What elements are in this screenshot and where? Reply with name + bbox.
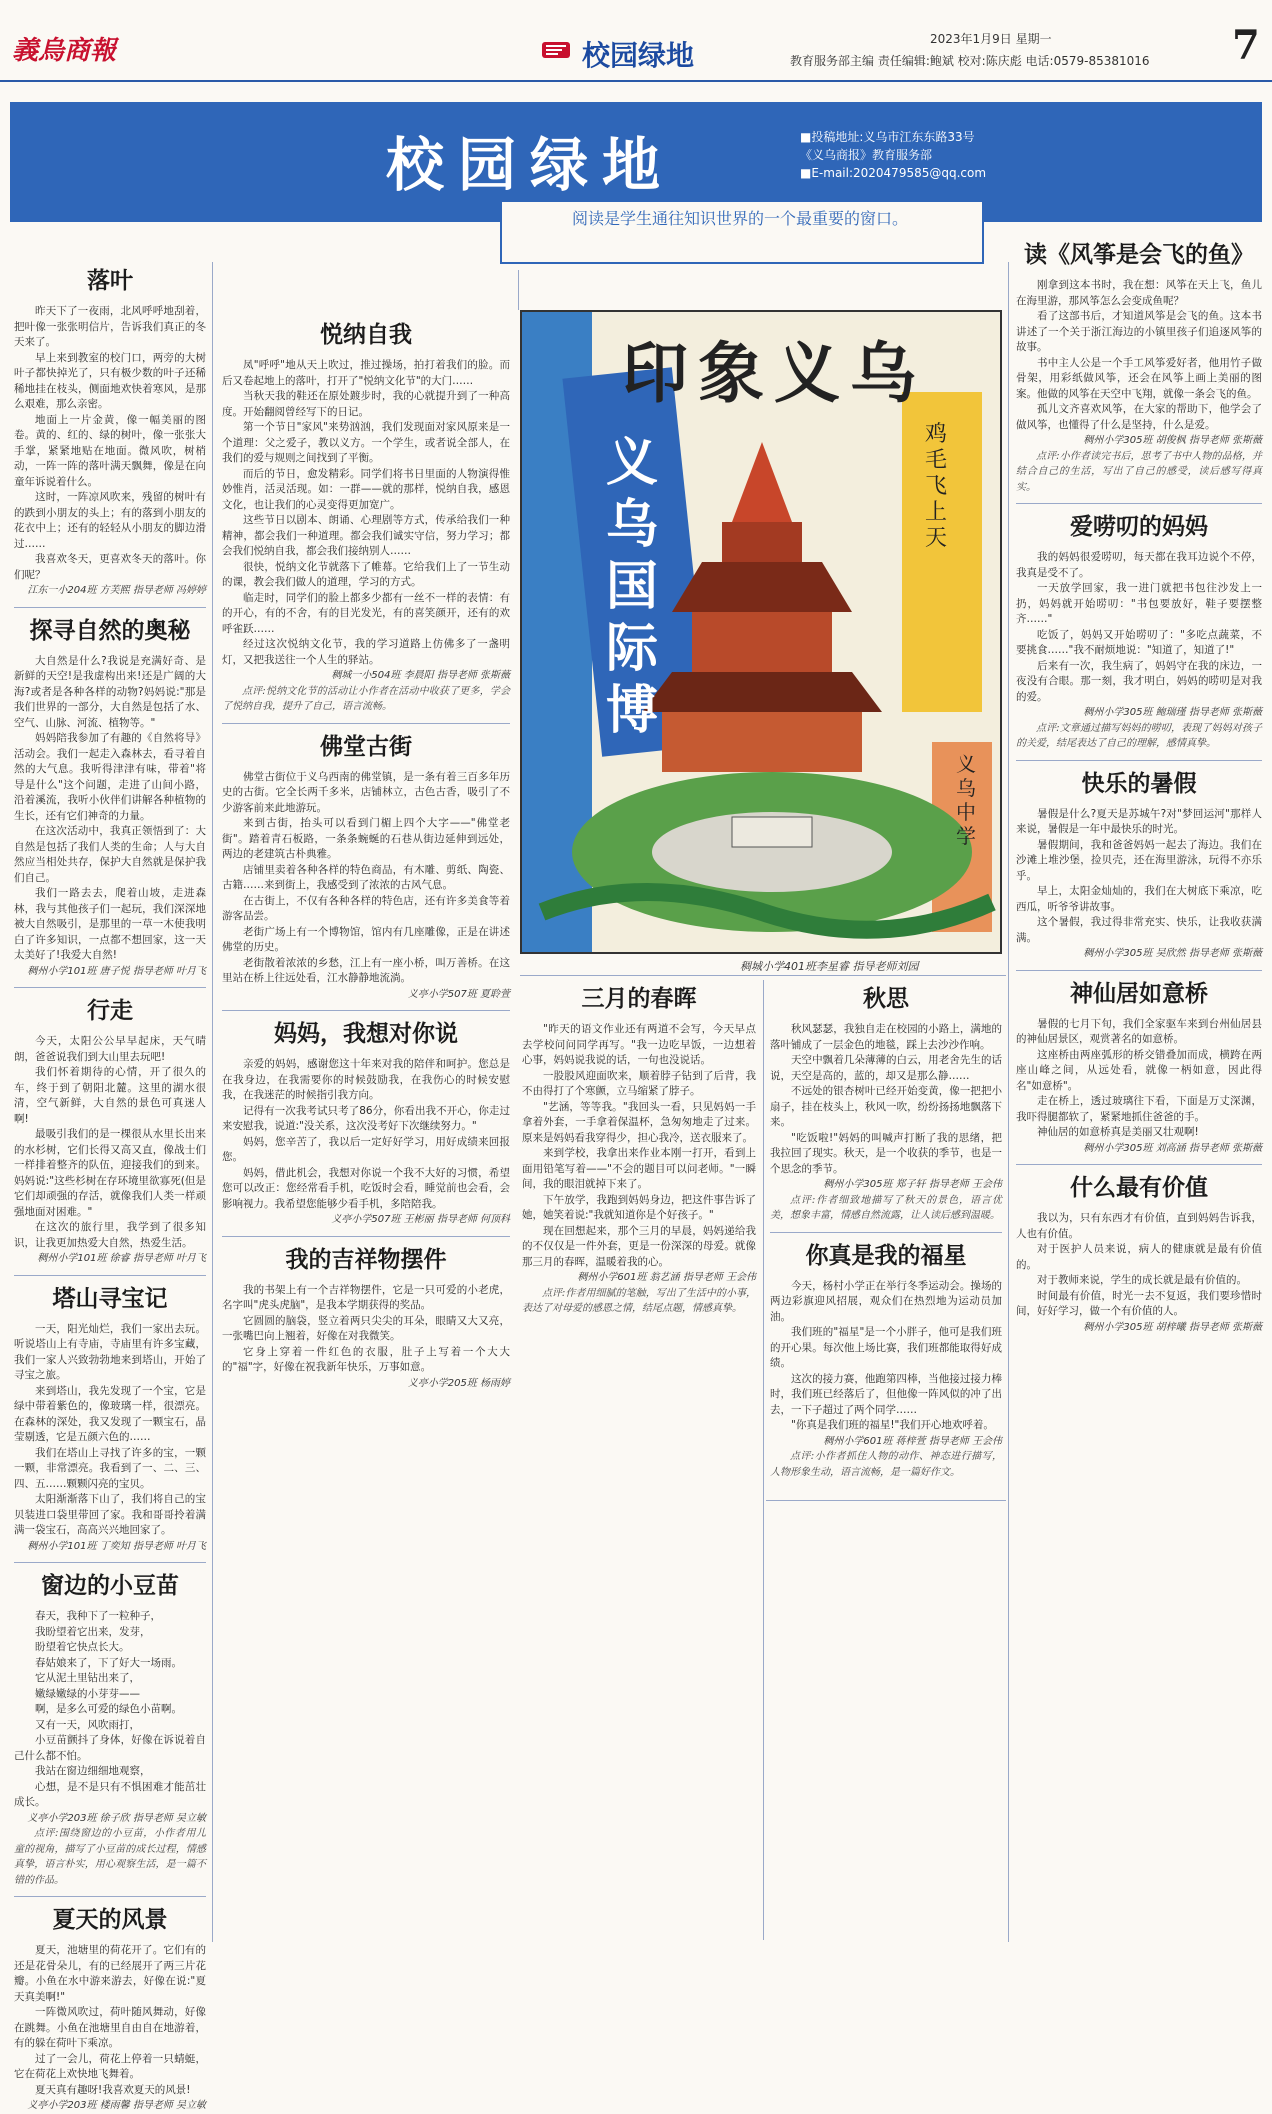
paragraph: 这些节日以剧本、朗诵、心理剧等方式，传承给我们一种精神，都会我们一种道理。都会我们诚实守信，努力学习；都会我们悦纳自我，都会我们接纳别人……: [222, 514, 510, 557]
byline: 义亭小学203班 徐子欣 指导老师 吴立敏: [27, 1812, 206, 1824]
article-title: 什么最有价值: [1070, 1175, 1208, 1201]
paragraph: 佛堂古街位于义乌西南的佛堂镇，是一条有着三百多年历史的古街。它全长两千多米，店铺林立，古色古香，吸引了不少游客前来此地游玩。: [222, 770, 510, 814]
article-title: 悦纳自我: [320, 322, 412, 348]
paragraph: 这时，一阵凉风吹来，残留的树叶有的跌到小朋友的头上；有的落到小朋友的花衣中上；还有的轻轻从小朋友的脚边滑过……: [14, 491, 206, 550]
masthead: 義烏商報: [12, 36, 117, 66]
byline: 稠州小学101班 徐睿 指导老师 叶月飞: [37, 1253, 206, 1264]
column-center: [522, 980, 756, 1317]
byline: 稠州小学305班 郑子轩 指导老师 王会伟: [823, 1179, 1002, 1190]
article-title: 快乐的暑假: [1081, 770, 1197, 797]
paragraph: 暑假的七月下旬，我们全家驱车来到台州仙居县的神仙居景区，观赏著名的如意桥。: [1016, 1017, 1262, 1045]
paragraph: 店铺里卖着各种各样的特色商品，有木雕、剪纸、陶瓷、古籍……来到街上，我感受到了浓浓的古风气息。: [222, 863, 510, 891]
paragraph: 最吸引我们的是一棵很从水里长出来的水杉树，它们长得又高又直，像战士们一样排着整齐的队伍，迎接我们的到来。妈妈说:"这些杉树在存环境里欲寡死(但是它们却顽强的存活，就像我们人类一样顽强地面对困难。": [14, 1128, 206, 1218]
page-number: 7: [1232, 22, 1260, 69]
paragraph: 后来有一次，我生病了，妈妈守在我的床边，一夜没有合眼。那一刻，我才明白，妈妈的唠叨是对我的爱。: [1016, 659, 1262, 703]
banner-quote: 阅读是学生通往知识世界的一个最重要的窗口。: [571, 209, 908, 228]
paragraph: 昨天下了一夜雨，北风呼呼地刮着，把叶像一张张明信片，告诉我们真正的冬天来了。: [14, 305, 206, 348]
paragraph: 地面上一片金黄，像一幅美丽的图卷。黄的、红的、绿的树叶，像一张张大手掌，紧紧地贴在地面。微风吹，树梢动，一阵一阵的落叶满天飘舞，像是在向童年诉说着什么。: [14, 413, 206, 488]
paragraph: "艺涵，等等我。"我回头一看，只见妈妈一手拿着外套，一手拿着保温杯，急匆匆地走了过来。原来是妈妈看我穿得少，担心我冷，送衣服来了。: [522, 1100, 756, 1144]
article-title: 读《风筝是会飞的鱼》: [1024, 242, 1254, 268]
paragraph: 一股股风迎面吹来，顺着脖子钻到了后背，我不由得打了个寒颤，立马缩紧了脖子。: [522, 1069, 756, 1097]
byline: 稠州小学305班 胡梓曦 指导老师 张斯薇: [1083, 1321, 1262, 1333]
paragraph: 对于医护人员来说，病人的健康就是最有价值的。: [1016, 1243, 1262, 1271]
artwork-impression-yiwu: [520, 310, 1002, 954]
paragraph: "昨天的语文作业还有两道不会写，今天早点去学校问问同学再写。"我一边吃早饭，一边想着心事，妈妈说我说的话，一句也没说话。: [522, 1023, 756, 1066]
paragraph: 今天，太阳公公早早起床，天气晴朗，爸爸说我们到大山里去玩吧!: [14, 1035, 206, 1063]
paragraph: 过了一会儿，荷花上停着一只蜻蜓，它在荷花上欢快地飞舞着。: [14, 2052, 206, 2080]
paragraph: 我喜欢冬天，更喜欢冬天的落叶。你们呢？: [14, 553, 206, 581]
paragraph: 我们怀着期待的心情，开了很久的车，终于到了朝阳北麓。这里的湖水很清，空气新鲜，大自然的景色可真迷人啊!: [14, 1066, 206, 1125]
column-center-right: [770, 980, 1002, 1480]
byline: 义亭小学507班 王彬丽 指导老师 何顶科: [331, 1214, 510, 1225]
byline: 稠城一小504班 李晨阳 指导老师 张斯薇: [331, 670, 510, 681]
poem-line: 我站在窗边细细地观察，: [35, 1765, 151, 1777]
poem-line: 盼望着它快点长大。: [35, 1641, 130, 1653]
paragraph: 不远处的银杏树叶已经开始变黄，像一把把小扇子，挂在枝头上，秋风一吹，纷纷扬扬地飘落下来。: [770, 1085, 1002, 1128]
paragraph: 在这次的旅行里，我学到了很多知识，让我更加热爱大自然，热爱生活。: [14, 1221, 206, 1249]
editor-credits: 教育服务部主编 责任编辑:鲍斌 校对:陈庆彪 电话:0579-85381016: [790, 54, 1150, 68]
paragraph: 早上来到教室的校门口，两旁的大树叶子都快掉光了，只有极少数的叶子还稀稀地挂在枝头，侧面地欢快着寒风，是那么艰难，那么亲密。: [14, 351, 206, 410]
paragraph: 暑假是什么?夏天是苏城午?对"梦回运河"那样人来说，暑假是一年中最快乐的时光。: [1016, 807, 1262, 835]
contact-email: ■E-mail:2020479585@qq.com: [800, 166, 987, 180]
teacher-comment: 点评:悦纳文化节的活动让小作者在活动中收获了更多，学会了悦纳自我，提升了自己，语言流畅。: [222, 685, 510, 712]
poem-line: 我盼望着它出来，发芽，: [35, 1625, 151, 1638]
article-title: 落叶: [87, 268, 133, 294]
paragraph: 早上，太阳金灿灿的，我们在大树底下乘凉，吃西瓜，听爷爷讲故事。: [1016, 885, 1262, 913]
paragraph: 这座桥由两座弧形的桥交错叠加而成，横跨在两座山峰之间，从远处看，就像一柄如意，因此得名"如意桥"。: [1016, 1048, 1262, 1092]
artwork-caption: 稠城小学401班李星睿 指导老师刘园: [740, 960, 919, 973]
paragraph: 夏天，池塘里的荷花开了。它们有的还是花骨朵儿，有的已经展开了两三片花瓣。小鱼在水中游来游去，好像在说:"夏天真美啊!": [14, 1944, 206, 2003]
paragraph: 一阵微风吹过，荷叶随风舞动，好像在跳舞。小鱼在池塘里自由自在地游着，有的躲在荷叶下乘凉。: [14, 2006, 206, 2049]
byline: 江东一小204班 方芙熙 指导老师 冯婷婷: [27, 585, 206, 596]
paragraph: 秋风瑟瑟，我独自走在校园的小路上，满地的落叶铺成了一层金色的地毯，踩上去沙沙作响。: [770, 1023, 1002, 1051]
paragraph: 时间最有价值，时光一去不复返，我们要珍惜时间，好好学习，做一个有价值的人。: [1016, 1289, 1262, 1317]
row-divider: [520, 975, 1006, 976]
paragraph: 现在回想起来，那个三月的早晨，妈妈递给我的不仅仅是一件外套，更是一份深深的母爱。就像那三月的春晖，温暖着我的心。: [522, 1224, 756, 1268]
paragraph: 我的书架上有一个吉祥物摆件，它是一只可爱的小老虎，名字叫"虎头虎脑"，是我本学期获得的奖品。: [222, 1283, 510, 1311]
paragraph: "你真是我们班的福星!"我们开心地欢呼着。: [791, 1419, 994, 1431]
paragraph: 很快，悦纳文化节就落下了帷幕。它给我们上了一节生动的课，教会我们做人的道理，学习的方式。: [222, 560, 510, 588]
teacher-comment: 点评:围绕窗边的小豆苗，小作者用儿童的视角，描写了小豆苗的成长过程，情感真挚，语言朴实，用心观察生活，是一篇不错的作品。: [14, 1828, 206, 1886]
paragraph: 来到古街，抬头可以看到门楣上四个大字——"佛堂老街"。踏着青石板路，一条条蜿蜒的石巷从街边延伸到远处，两边的老建筑古朴典雅。: [222, 817, 510, 860]
byline: 稠州小学305班 鲍瑞瑾 指导老师 张斯薇: [1083, 707, 1262, 718]
teacher-comment: 点评:小作者读完书后，思考了书中人物的品格，并结合自己的生活，写出了自己的感受，读后感写得真实。: [1016, 450, 1262, 493]
paragraph: 刚拿到这本书时，我在想：风筝在天上飞，鱼儿在海里游，那风筝怎么会变成鱼呢？: [1016, 279, 1262, 307]
paragraph: 它身上穿着一件红色的衣服，肚子上写着一个大大的"福"字，好像在祝我新年快乐，万事如意。: [222, 1345, 510, 1373]
paragraph: 太阳渐渐落下山了，我们将自己的宝贝装进口袋里带回了家。我和哥哥拎着满满一袋宝石，高高兴兴地回家了。: [14, 1493, 206, 1536]
article-title: 神仙居如意桥: [1070, 980, 1208, 1007]
byline: 稠州小学305班 胡俊枫 指导老师 张斯薇: [1083, 435, 1262, 446]
paragraph: 吃饭了，妈妈又开始唠叨了："多吃点蔬菜，不要挑食……"我不耐烦地说："知道了，知道了!": [1016, 628, 1262, 656]
issue-date: 2023年1月9日 星期一: [930, 32, 1052, 46]
paragraph: 妈妈陪我参加了有趣的《自然将导》活动会。我们一起走入森林去，看寻着自然的大气息。我听得津津有味，带着"将导是什么"这个问题，走进了山间小路，沿着溪流，我听小伙伴们讲解各种植物的生长，还有它们神奇的力量。: [14, 732, 206, 822]
poem-line: 它从泥土里钻出来了，: [35, 1672, 140, 1684]
article-title: 探寻自然的奥秘: [29, 617, 191, 644]
contact-address: ■投稿地址:义乌市江东东路33号: [800, 130, 975, 144]
byline: 稠州小学101班 丁奕知 指导老师 叶月飞: [27, 1540, 206, 1552]
paragraph: 亲爱的妈妈，感谢您这十年来对我的陪伴和呵护。您总是在我身边，在我需要你的时候鼓励我，在我伤心的时候安慰我，在我迷茫的时候指引我方向。: [222, 1058, 510, 1101]
paragraph: 一天放学回家，我一进门就把书包往沙发上一扔，妈妈就开始唠叨："书包要放好，鞋子要摆整齐……": [1016, 582, 1262, 625]
paragraph: 在这次活动中，我真正领悟到了：大自然是包括了我们人类的生命；人与大自然应当相处共存，保护大自然就是保护我们自己。: [14, 825, 206, 884]
contact-info: [800, 128, 986, 182]
paragraph: 书中主人公是一个手工风筝爱好者，他用竹子做骨架，用彩纸做风筝，还会在风筝上画上美丽的图案。他做的风筝在天空中飞翔，就像一条会飞的鱼。: [1016, 356, 1262, 400]
paragraph: 在古街上，不仅有各种各样的特色店，还有许多美食等着游客品尝。: [222, 894, 510, 922]
paragraph: 暑假期间，我和爸爸妈妈一起去了海边。我们在沙滩上堆沙堡，捡贝壳，还在海里游泳，玩得不亦乐乎。: [1016, 838, 1262, 882]
artwork-slogan: 鸡毛飞上天: [924, 422, 947, 551]
column-divider: [212, 262, 213, 1942]
paragraph: "吃饭啦!"妈妈的叫喊声打断了我的思绪，把我拉回了现实。秋天，是一个收获的季节，也是一个思念的季节。: [770, 1131, 1002, 1175]
column-center-left: [222, 316, 510, 1391]
paragraph: 这个暑假，我过得非常充实、快乐，让我收获满满。: [1016, 916, 1262, 944]
article-title: 你真是我的福星: [805, 1242, 967, 1269]
column-divider: [518, 270, 519, 310]
byline: 义亭小学205班 杨雨婷: [407, 1377, 510, 1389]
paragraph: 当秋天我的鞋还在原处踱步时，我的心就提升到了一种高度。开始翻阅曾经写下的日记。: [222, 390, 510, 418]
paragraph: 神仙居的如意桥真是美丽又壮观啊!: [1037, 1126, 1199, 1138]
paragraph: 我们班的"福星"是一个小胖子，他可是我们班的开心果。每次他上场比赛，我们班都能取得好成绩。: [770, 1326, 1002, 1369]
teacher-comment: 点评:作者用细腻的笔触，写出了生活中的小事，表达了对母爱的感恩之情，结尾点题，情感真挚。: [522, 1287, 756, 1314]
paragraph: 天空中飘着几朵薄薄的白云，用老舍先生的话说，天空是高的，蓝的，却又是那么静……: [770, 1054, 1002, 1082]
paragraph: 大自然是什么?我说是充满好奇、是新鲜的天空!是我虚构出来!还是广阔的大海?或者是各种各样的动物?妈妈说:"那是我们世界的一部分，大自然是包括了水、空气、山脉、河流、植物等。": [14, 654, 206, 729]
article-title: 窗边的小豆苗: [41, 1573, 179, 1599]
byline: 稠州小学601班 翁艺涵 指导老师 王会伟: [577, 1272, 756, 1283]
teacher-comment: 点评:作者细致地描写了秋天的景色，语言优美，想象丰富，情感自然流露，让人读后感到温暖。: [770, 1194, 1002, 1221]
paragraph: 临走时，同学们的脸上都多少都有一丝不一样的表情：有的开心，有的不舍，有的目光发光，有的喜笑颜开，还有的欢呼雀跃……: [222, 591, 510, 635]
paragraph: 看了这部书后，才知道风筝是会飞的鱼。这本书讲述了一个关于浙江海边的小镇里孩子们追逐风筝的故事。: [1016, 310, 1262, 353]
article-title: 爱唠叨的妈妈: [1070, 514, 1208, 540]
poem-line: 春天，我种下了一粒种子，: [35, 1610, 161, 1622]
byline: 义亭小学203班 楼雨馨 指导老师 吴立敏: [27, 2100, 206, 2111]
section-title: 校园绿地: [582, 39, 695, 72]
column-right: [1016, 236, 1262, 1335]
article-title: 塔山寻宝记: [52, 1285, 168, 1312]
paragraph: 妈妈，借此机会，我想对你说一个我不大好的习惯，希望您可以改正：您经常看手机，吃饭时会看，睡觉前也会看，会影响视力。我希望您能够少看手机，多陪陪我。: [222, 1166, 510, 1210]
paragraph: 妈妈，您辛苦了，我以后一定好好学习，用好成绩来回报您。: [222, 1135, 510, 1163]
paragraph: 今天，杨村小学正在举行冬季运动会。操场的两边彩旗迎风招展，观众们在热烈地为运动员加油。: [770, 1279, 1002, 1323]
paragraph: 走在桥上，透过玻璃往下看，下面是万丈深渊，我吓得腿都软了，紧紧地抓住爸爸的手。: [1016, 1095, 1262, 1123]
article-title: 我的吉祥物摆件: [285, 1246, 447, 1273]
banner-title: 校园绿地: [386, 131, 675, 199]
column-divider: [763, 980, 764, 1940]
column-divider: [1008, 262, 1009, 1942]
artwork-left-text: 义乌国际博: [605, 433, 658, 741]
poem-line: 又有一天，风吹雨打，: [35, 1718, 140, 1731]
paragraph: 来到塔山，我先发现了一个宝，它是绿中带着紫色的，像玻璃一样，很漂亮。在森林的深处，我又发现了一颗宝石，晶莹剔透，它是五颜六色的……: [14, 1384, 206, 1443]
paragraph: 来到学校，我拿出来作业本刚一打开，看到上面用铅笔写着——"不会的题目可以问老师。"一瞬间，我的眼泪就掉下来了。: [522, 1147, 756, 1190]
paragraph: 孤儿文齐喜欢风筝，在大家的帮助下，他学会了做风筝，也懂得了什么是坚持，什么是爱。: [1016, 403, 1262, 431]
section-logo-icon: [540, 36, 572, 62]
column-left: [14, 262, 206, 2114]
paragraph: 夏天真有趣呀!我喜欢夏天的风景!: [35, 2083, 191, 2096]
paragraph: 记得有一次我考试只考了86分，你看出我不开心，你走过来安慰我，说道:"没关系，这次没考好下次继续努力。": [222, 1104, 510, 1132]
byline: 稠州小学305班 吴欣然 指导老师 张斯薇: [1083, 948, 1262, 959]
article-title: 三月的春晖: [581, 986, 697, 1012]
paragraph: 凤"呼呼"地从天上吹过，推过操场，拍打着我们的脸。而后又卷起地上的落叶，打开了"悦纳文化节"的大门……: [222, 359, 510, 387]
byline: 稠州小学101班 唐子悦 指导老师 叶月飞: [27, 965, 206, 977]
poem-line: 啊，是多么可爱的绿色小苗啊。: [35, 1703, 182, 1715]
poem-line: 春姑娘来了，下了好大一场雨。: [35, 1656, 182, 1669]
row-divider: [766, 1500, 1006, 1501]
paragraph: 老街散着浓浓的乡愁，江上有一座小桥，叫万善桥。在这里站在桥上往远处看，江水静静地流淌。: [222, 956, 510, 984]
paragraph: 这次的接力赛，他跑第四棒，当他接过接力棒时，我们班已经落后了，但他像一阵风似的冲了出去，一下子超过了两个同学……: [770, 1372, 1002, 1416]
article-title: 妈妈，我想对你说: [274, 1021, 458, 1047]
paragraph: 一天，阳光灿烂，我们一家出去玩。听说塔山上有寺庙，寺庙里有许多宝藏，我们一家人兴致勃勃地来到塔山，开始了寻宝之旅。: [14, 1322, 206, 1381]
article-title: 夏天的风景: [52, 1907, 168, 1933]
paragraph: 第一个节日"家风"来势汹汹，我们发现面对家风原来是一个道理：父之爱子，教以义方。一个学生，或者说全部人，在我们的爱与规则之间找到了平衡。: [222, 421, 510, 464]
paragraph: 经过这次悦纳文化节，我的学习道路上仿佛多了一盏明灯，又把我送往一个人生的驿站。: [222, 638, 510, 666]
poem-line: 嫩绿嫩绿的小芽芽——: [35, 1687, 140, 1700]
paragraph: 下午放学，我跑到妈妈身边，把这件事告诉了她，她笑着说:"我就知道你是个好孩子。": [522, 1193, 756, 1221]
poem-line: 心想，是不是只有不惧困难才能茁壮成长。: [14, 1780, 206, 1808]
paragraph: 我以为，只有东西才有价值，直到妈妈告诉我，人也有价值。: [1016, 1212, 1262, 1240]
paragraph: 对于教师来说，学生的成长就是最有价值的。: [1037, 1274, 1247, 1286]
contact-dept: 《义乌商报》教育服务部: [800, 148, 933, 162]
article-title: 行走: [87, 998, 133, 1024]
article-title: 秋思: [863, 986, 909, 1012]
poem-line: 小豆苗颤抖了身体，好像在诉说着自己什么都不怕。: [14, 1734, 206, 1762]
teacher-comment: 点评:小作者抓住人物的动作、神态进行描写，人物形象生动，语言流畅，是一篇好作文。: [770, 1451, 1002, 1478]
artwork-title: 印象义乌: [622, 334, 926, 412]
paragraph: 而后的节日，愈发精彩。同学们将书日里面的人物演得惟妙惟肖，活灵活现。如：一群——就的那样，悦纳自我，感恩文化，也让我们的心灵变得更加宽广。: [222, 467, 510, 511]
artwork-school: 义乌中学: [956, 752, 976, 848]
paragraph: 老街广场上有一个博物馆，馆内有几座雕像，正是在讲述佛堂的历史。: [222, 925, 510, 953]
teacher-comment: 点评:文章通过描写妈妈的唠叨，表现了妈妈对孩子的关爱，结尾表达了自己的理解，感情真挚。: [1016, 722, 1262, 749]
paragraph: 我们在塔山上寻找了许多的宝，一颗一颗，非常漂亮。我看到了一、二、三、四、五……颗颗闪亮的宝贝。: [14, 1446, 206, 1490]
paragraph: 它圆圆的脑袋，竖立着两只尖尖的耳朵，眼睛又大又亮，一张嘴巴向上翘着，好像在对我微笑。: [222, 1314, 510, 1342]
byline: 稠州小学601班 蒋梓萱 指导老师 王会伟: [823, 1435, 1002, 1447]
paragraph: 我们一路去去，爬着山坡，走进森林，我与其他孩子们一起玩，我们深深地被大自然吸引，是那里的一草一木使我明白了许多知识，一点都不想回家，这一天太美好了!我爱大自然!: [14, 887, 206, 961]
article-title: 佛堂古街: [320, 733, 412, 760]
paragraph: 我的妈妈很爱唠叨，每天都在我耳边说个不停，我真是受不了。: [1016, 551, 1262, 579]
byline: 义亭小学507班 夏聆萱: [407, 988, 510, 1000]
byline: 稠州小学305班 刘高涵 指导老师 张斯薇: [1083, 1142, 1262, 1154]
